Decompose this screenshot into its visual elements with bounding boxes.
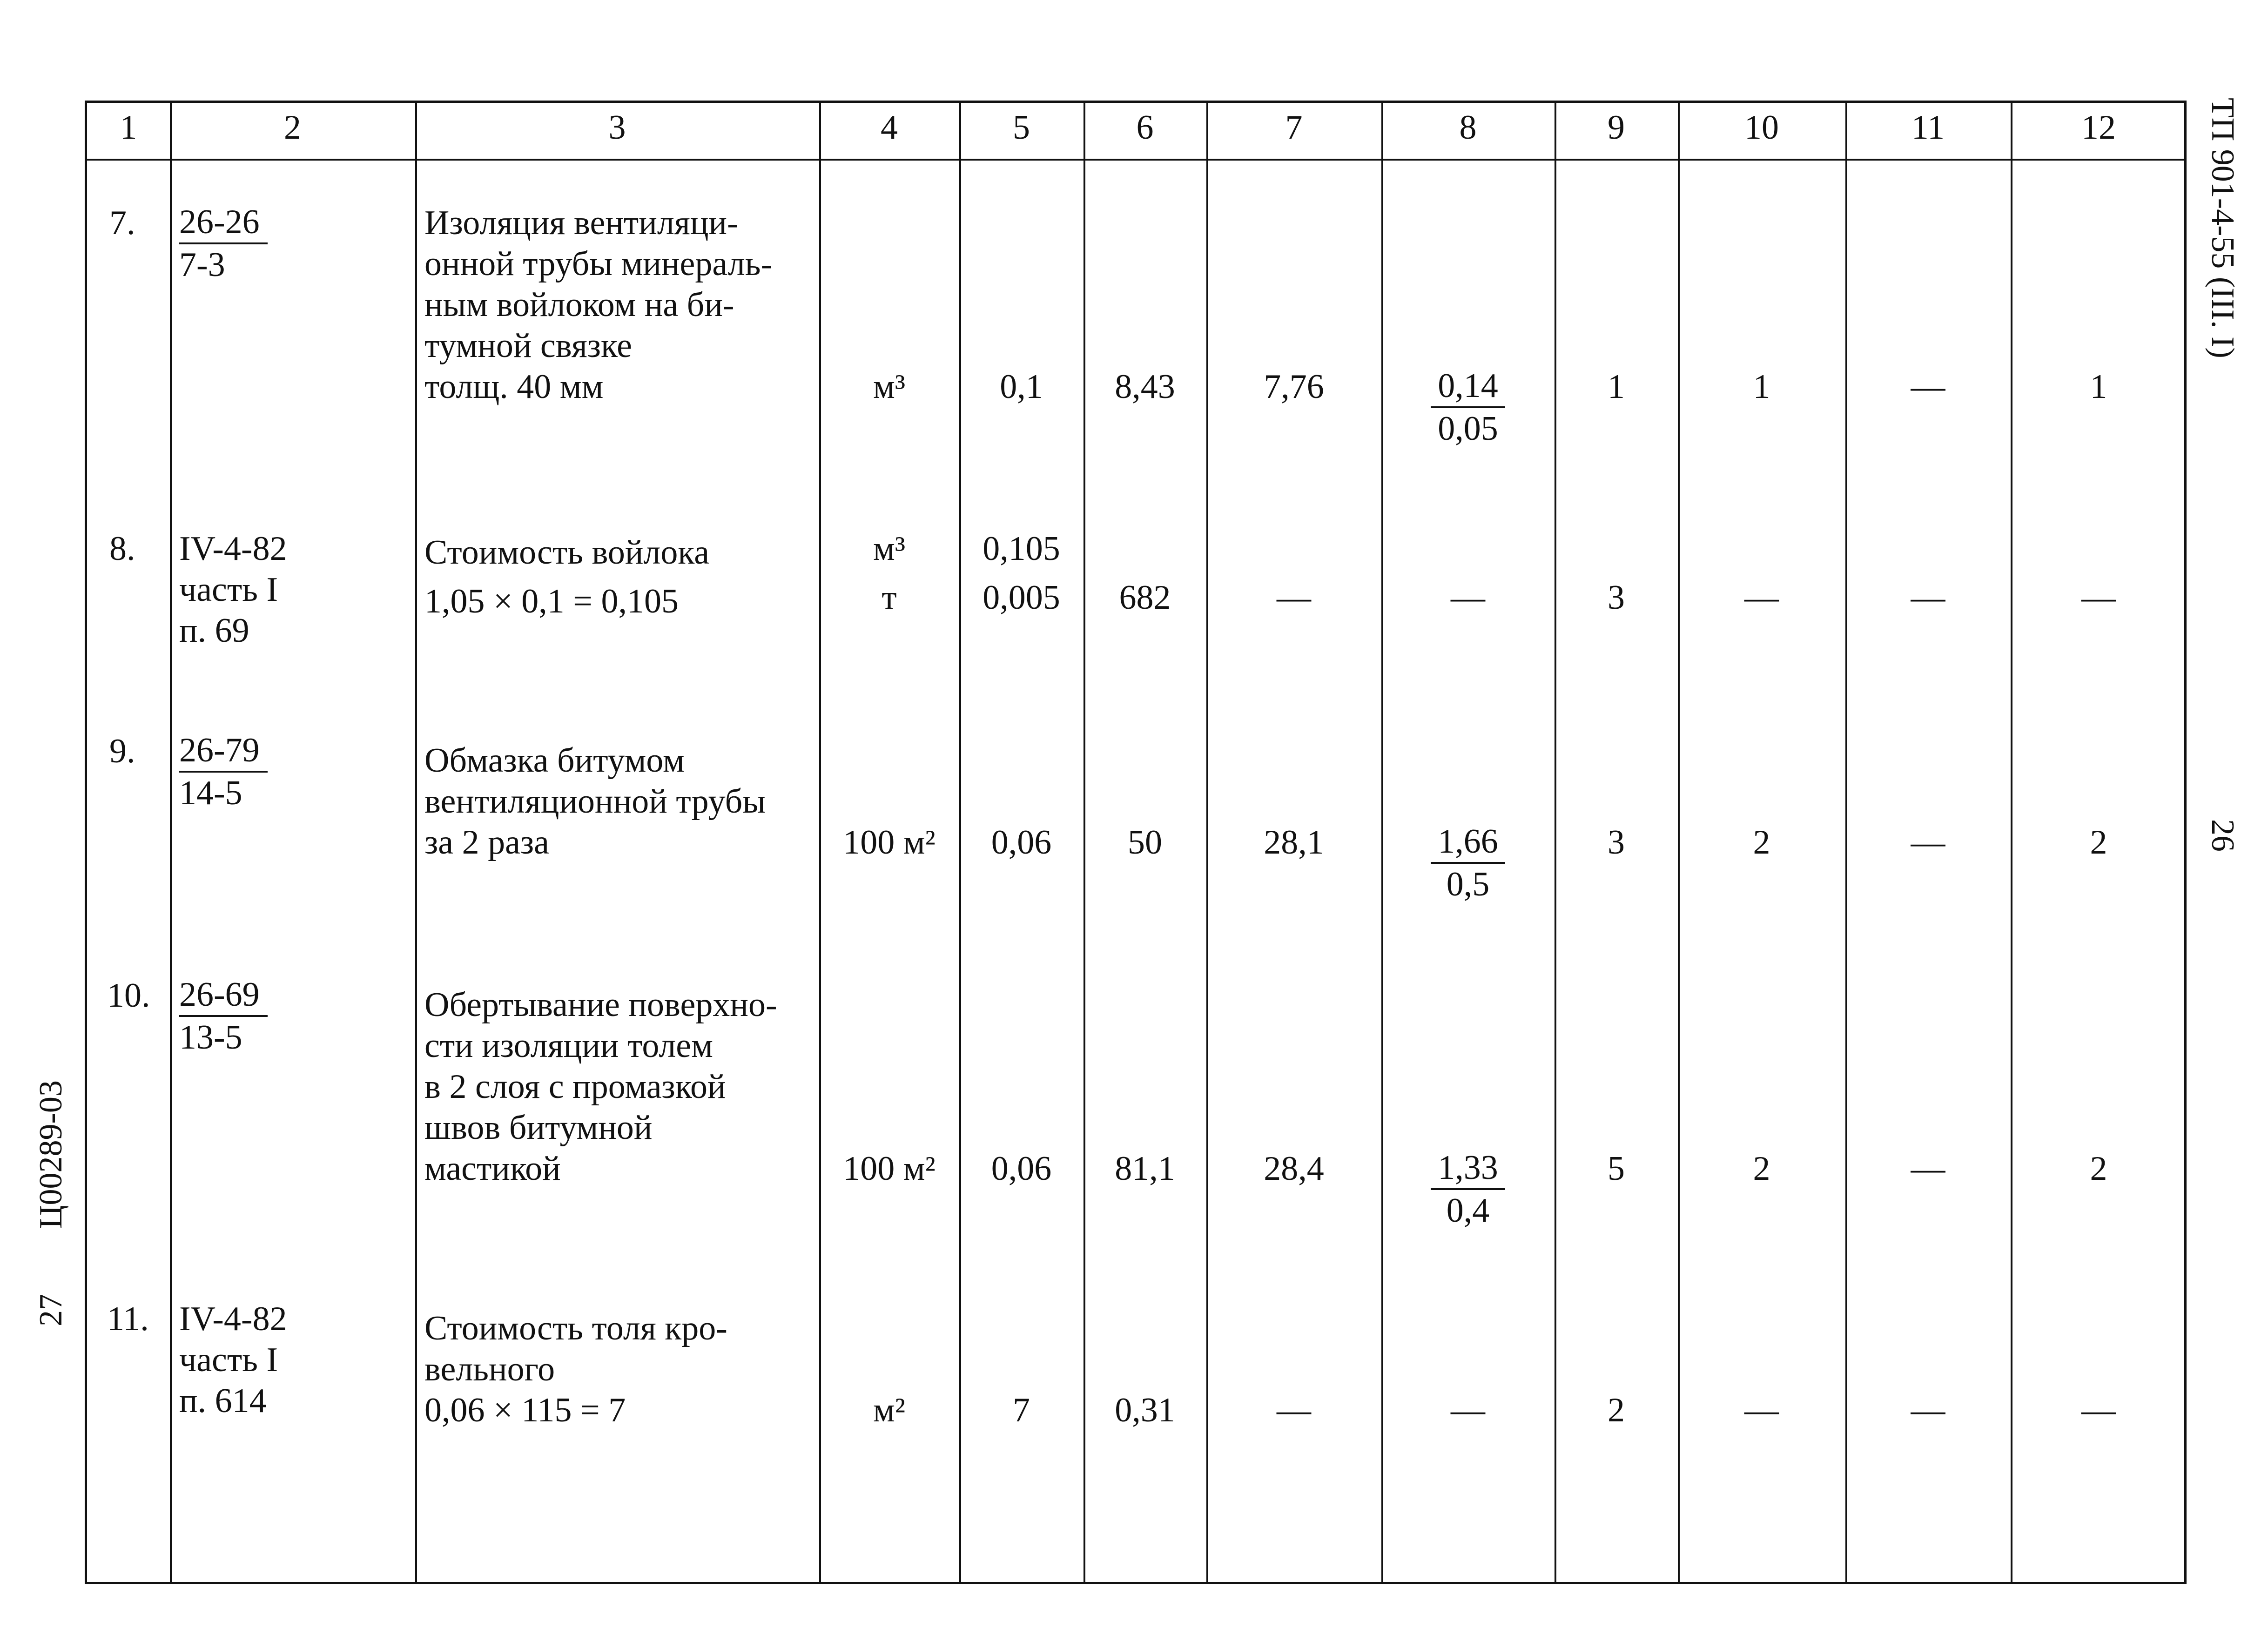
row-number: 7. bbox=[109, 204, 135, 242]
description-line: ным войлоком на би- bbox=[424, 286, 734, 324]
header-cell: 9 bbox=[1608, 108, 1625, 147]
unit-cell: м² bbox=[873, 1391, 905, 1429]
norm-code-numerator: 26-26 bbox=[179, 202, 268, 244]
description-line: тумной связке bbox=[424, 327, 632, 365]
cell-col11: — bbox=[1911, 823, 1945, 861]
wage-fraction bbox=[1431, 366, 1505, 448]
norm-code bbox=[179, 975, 268, 1057]
cell-col12: 2 bbox=[2090, 1150, 2107, 1188]
cost-cell: — bbox=[1277, 1391, 1311, 1429]
column-divider bbox=[415, 103, 417, 1582]
quantity-cell: 0,005 bbox=[983, 579, 1060, 617]
column-divider bbox=[1381, 103, 1383, 1582]
price-cell: 50 bbox=[1128, 823, 1162, 861]
header-cell: 12 bbox=[2081, 108, 2116, 147]
wage-fraction bbox=[1431, 822, 1505, 904]
cell-col9: 5 bbox=[1608, 1150, 1625, 1188]
unit-cell: м³ bbox=[873, 368, 905, 406]
description-line: мастикой bbox=[424, 1150, 561, 1188]
norm-code-line: п. 614 bbox=[179, 1382, 267, 1420]
cell-col10: — bbox=[1744, 1391, 1779, 1429]
norm-code-line: IV-4-82 bbox=[179, 1300, 287, 1338]
fraction-denominator: 0,05 bbox=[1438, 410, 1498, 448]
description-line: швов битумной bbox=[424, 1109, 653, 1147]
description-line: за 2 раза bbox=[424, 823, 549, 861]
norm-code-numerator: 26-69 bbox=[179, 975, 268, 1017]
description-line: сти изоляции толем bbox=[424, 1027, 713, 1065]
header-cell: 6 bbox=[1136, 108, 1154, 147]
cost-cell: 28,4 bbox=[1264, 1150, 1324, 1188]
norm-code-line: часть I bbox=[179, 1341, 278, 1379]
description-line: вентиляционной трубы bbox=[424, 782, 766, 821]
unit-cell: т bbox=[882, 579, 897, 617]
header-cell: 7 bbox=[1285, 108, 1303, 147]
price-cell: 8,43 bbox=[1115, 368, 1175, 406]
header-cell: 10 bbox=[1744, 108, 1779, 147]
work-description bbox=[424, 1308, 811, 1431]
cost-cell: — bbox=[1277, 579, 1311, 617]
cell-col11: — bbox=[1911, 1391, 1945, 1429]
description-line: онной трубы минераль- bbox=[424, 245, 773, 283]
wage-cell: — bbox=[1451, 579, 1485, 617]
norm-code bbox=[179, 731, 268, 813]
cell-col9: 1 bbox=[1608, 368, 1625, 406]
sheet-code: Ц00289-03 bbox=[33, 1080, 69, 1229]
quantity-cell: 0,06 bbox=[991, 1150, 1052, 1188]
norm-code-denominator: 14-5 bbox=[179, 774, 242, 812]
price-cell: 682 bbox=[1119, 579, 1171, 617]
work-description bbox=[424, 740, 766, 863]
price-cell: 81,1 bbox=[1115, 1150, 1175, 1188]
description-line: Изоляция вентиляци- bbox=[424, 204, 739, 242]
norm-code-line: часть I bbox=[179, 571, 278, 609]
work-description bbox=[424, 528, 709, 626]
norm-code-line: п. 69 bbox=[179, 612, 249, 650]
norm-code-denominator: 13-5 bbox=[179, 1018, 242, 1056]
fraction-denominator: 0,4 bbox=[1446, 1191, 1490, 1230]
description-line: Обертывание поверхно- bbox=[424, 986, 777, 1024]
norm-code bbox=[179, 528, 287, 651]
cell-col11: — bbox=[1911, 579, 1945, 617]
header-cell: 11 bbox=[1911, 108, 1945, 147]
cell-col9: 3 bbox=[1608, 579, 1625, 617]
row-number: 11. bbox=[107, 1300, 149, 1338]
cell-col9: 2 bbox=[1608, 1391, 1625, 1429]
cost-cell: 7,76 bbox=[1264, 368, 1324, 406]
description-line: 1,05 × 0,1 = 0,105 bbox=[424, 582, 679, 620]
cell-col12: 2 bbox=[2090, 823, 2107, 861]
header-cell: 4 bbox=[881, 108, 898, 147]
header-cell: 2 bbox=[284, 108, 301, 147]
page-number-right: 26 bbox=[2205, 819, 2241, 852]
description-line: толщ. 40 мм bbox=[424, 368, 604, 406]
wage-fraction bbox=[1431, 1148, 1505, 1230]
cell-col10: 1 bbox=[1753, 368, 1770, 406]
quantity-cell: 0,1 bbox=[1000, 368, 1043, 406]
cell-col12: — bbox=[2081, 579, 2116, 617]
norm-code-line: IV-4-82 bbox=[179, 530, 287, 568]
fraction-numerator: 0,14 bbox=[1431, 366, 1505, 408]
page-number-left: 27 bbox=[33, 1294, 69, 1326]
fraction-numerator: 1,33 bbox=[1431, 1148, 1505, 1190]
quantity-cell: 7 bbox=[1013, 1391, 1030, 1429]
fraction-denominator: 0,5 bbox=[1446, 865, 1490, 903]
norm-code bbox=[179, 202, 268, 284]
header-cell: 3 bbox=[608, 108, 626, 147]
wage-cell: — bbox=[1451, 1391, 1485, 1429]
unit-cell: 100 м² bbox=[843, 823, 935, 861]
quantity-cell: 0,105 bbox=[983, 530, 1060, 568]
header-cell: 5 bbox=[1013, 108, 1030, 147]
header-divider bbox=[87, 159, 2184, 161]
column-divider bbox=[170, 103, 172, 1582]
row-number: 8. bbox=[109, 530, 135, 568]
cost-cell: 28,1 bbox=[1264, 823, 1324, 861]
norm-code-denominator: 7-3 bbox=[179, 246, 225, 284]
cell-col12: — bbox=[2081, 1391, 2116, 1429]
norm-code bbox=[179, 1299, 287, 1421]
norm-code-numerator: 26-79 bbox=[179, 731, 268, 773]
document-code: ТП 901-4-55 (III. I) bbox=[2205, 98, 2241, 358]
cell-col10: 2 bbox=[1753, 823, 1770, 861]
work-description bbox=[424, 202, 811, 407]
cell-col9: 3 bbox=[1608, 823, 1625, 861]
fraction-numerator: 1,66 bbox=[1431, 822, 1505, 864]
work-description bbox=[424, 984, 811, 1189]
header-cell: 1 bbox=[120, 108, 137, 147]
price-cell: 0,31 bbox=[1115, 1391, 1175, 1429]
unit-cell: 100 м² bbox=[843, 1150, 935, 1188]
quantity-cell: 0,06 bbox=[991, 823, 1052, 861]
description-line: 0,06 × 115 = 7 bbox=[424, 1391, 626, 1429]
cell-col10: 2 bbox=[1753, 1150, 1770, 1188]
description-line: Стоимость войлока bbox=[424, 533, 710, 572]
cell-col11: — bbox=[1911, 1150, 1945, 1188]
description-line: вельного bbox=[424, 1350, 555, 1388]
cell-col10: — bbox=[1744, 579, 1779, 617]
unit-cell: м³ bbox=[873, 530, 905, 568]
row-number: 9. bbox=[109, 732, 135, 770]
description-line: Обмазка битумом bbox=[424, 741, 685, 780]
header-cell: 8 bbox=[1459, 108, 1477, 147]
cell-col11: — bbox=[1911, 368, 1945, 406]
row-number: 10. bbox=[107, 976, 150, 1015]
cell-col12: 1 bbox=[2090, 368, 2107, 406]
description-line: в 2 слоя с промазкой bbox=[424, 1068, 726, 1106]
description-line: Стоимость толя кро- bbox=[424, 1309, 727, 1347]
